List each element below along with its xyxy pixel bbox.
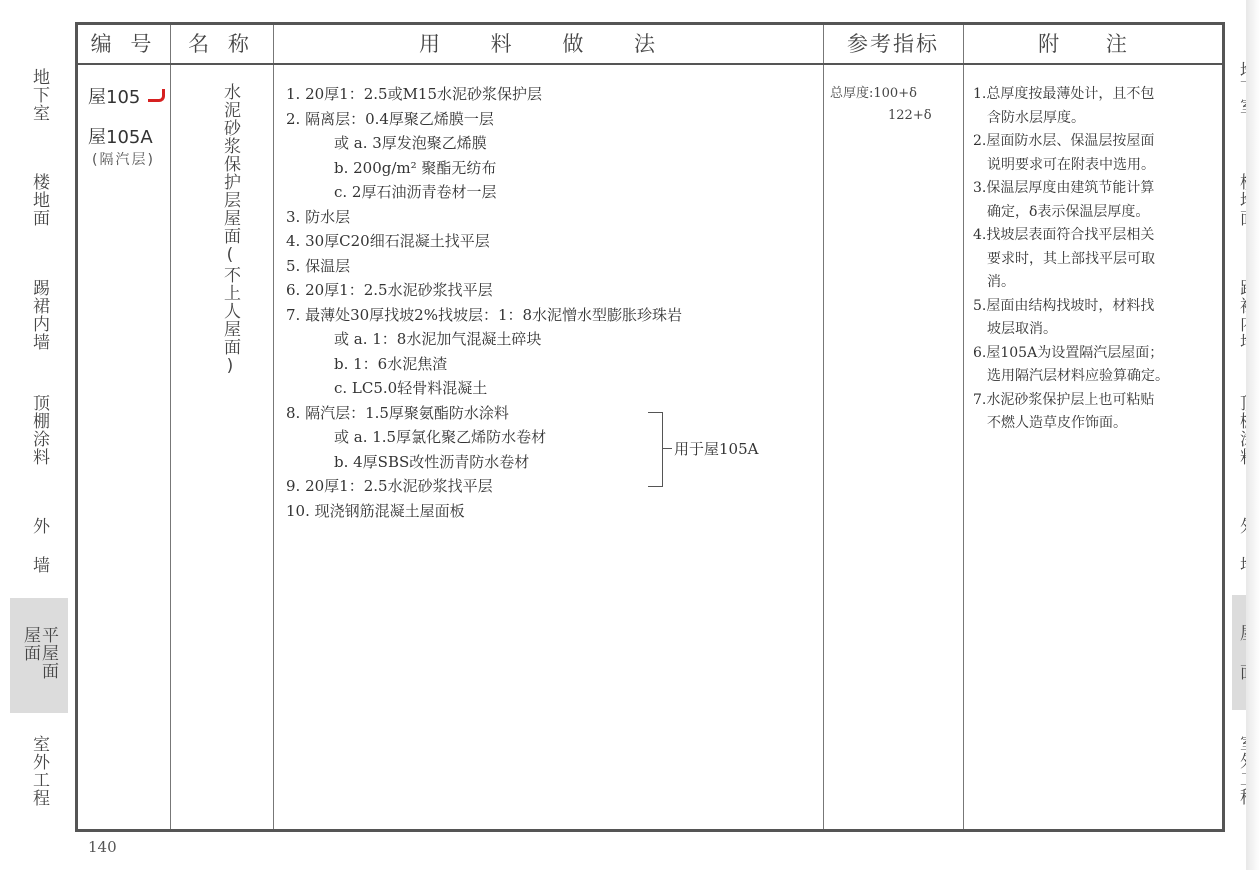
notes-cell	[973, 83, 1213, 436]
note-line: 含防水层厚度。	[987, 109, 1085, 126]
method-step: 3. 防水层	[286, 207, 351, 226]
code-main-text: 屋105	[88, 87, 141, 108]
method-step: 或 a. 1：8水泥加气混凝土碎块	[334, 330, 542, 348]
method-step: 5. 保温层	[286, 256, 351, 275]
left-index-item-ceiling[interactable]: 顶棚涂料	[29, 394, 49, 466]
method-step: 或 a. 1.5厚氯化聚乙烯防水卷材	[334, 428, 547, 446]
method-step: 6. 20厚1：2.5水泥砂浆找平层	[286, 281, 493, 299]
note-line: 选用隔汽层材料应验算确定。	[987, 368, 1169, 384]
header-code: 编 号	[90, 32, 158, 56]
col-divider	[273, 25, 274, 829]
header-method: 用 料 做 法	[418, 32, 678, 56]
header-name: 名 称	[188, 32, 255, 56]
note-line: 要求时，其上部找平层可取	[987, 250, 1155, 267]
note-line: 消。	[987, 274, 1015, 290]
code-cell	[88, 83, 173, 169]
note-line: 7.水泥砂浆保护层上也可粘贴	[973, 391, 1155, 408]
method-step: 7. 最薄处30厚找坡2%找坡层：1：8水泥憎水型膨胀珍珠岩	[286, 305, 683, 324]
note-line: 4.找坡层表面符合找平层相关	[973, 227, 1155, 243]
note-line: 3.保温层厚度由建筑节能计算	[973, 180, 1155, 196]
method-step: 9. 20厚1：2.5水泥砂浆找平层	[286, 477, 493, 495]
table-header	[78, 25, 1222, 65]
method-step: c. 2厚石油沥青卷材一层	[334, 183, 497, 201]
header-notes: 附 注	[1038, 32, 1147, 56]
name-cell: 水泥砂浆保护层屋面(不上人屋面)	[220, 83, 240, 377]
code-main	[88, 83, 140, 109]
method-step: c. LC5.0轻骨料混凝土	[334, 379, 488, 397]
method-step: 1. 20厚1：2.5或M15水泥砂浆保护层	[286, 85, 543, 103]
main-table	[75, 22, 1225, 832]
col-divider	[823, 25, 824, 829]
note-line: 1.总厚度按最薄处计，且不包	[973, 86, 1155, 102]
left-index-item-floor[interactable]: 楼地面	[29, 173, 49, 227]
bracket-label: 用于屋105A	[674, 440, 759, 458]
method-step: b. 200g/m² 聚酯无纺布	[334, 158, 497, 177]
bracket-tick	[662, 448, 672, 449]
left-index-item-roof[interactable]	[10, 598, 68, 713]
method-step: 2. 隔离层：0.4厚聚乙烯膜一层	[286, 109, 494, 128]
header-reference: 参考指标	[847, 32, 939, 56]
reference-line: 总厚度:100+δ	[830, 86, 917, 101]
reference-cell	[830, 83, 958, 127]
left-index-item-basement[interactable]: 地下室	[29, 68, 49, 122]
note-line: 不燃人造草皮作饰面。	[987, 415, 1127, 431]
code-note: (隔汽层)	[92, 152, 155, 168]
note-line: 说明要求可在附表中选用。	[987, 156, 1155, 173]
page-number: 140	[88, 838, 117, 856]
left-index-item-roof-label: 平屋面屋面	[20, 625, 58, 680]
note-line: 确定，δ表示保温层厚度。	[987, 203, 1150, 220]
col-divider	[963, 25, 964, 829]
method-step: 10. 现浇钢筋混凝土屋面板	[286, 501, 465, 520]
red-check-mark	[148, 89, 165, 102]
method-step: 8. 隔汽层：1.5厚聚氨酯防水涂料	[286, 403, 509, 422]
method-step: b. 1：6水泥焦渣	[334, 354, 448, 373]
code-alt: 屋105A	[88, 127, 153, 148]
method-step: 4. 30厚C20细石混凝土找平层	[286, 232, 490, 250]
note-line: 坡层取消。	[987, 321, 1057, 337]
note-line: 6.屋105A为设置隔汽层屋面；	[973, 344, 1164, 361]
left-index-item-outdoor[interactable]: 室外工程	[29, 734, 49, 807]
note-line: 2.屋面防水层、保温层按屋面	[973, 133, 1155, 149]
method-step: b. 4厚SBS改性沥青防水卷材	[334, 452, 530, 471]
reference-line: 122+δ	[888, 108, 932, 123]
method-step: 或 a. 3厚发泡聚乙烯膜	[334, 134, 487, 152]
book-spine-shadow	[1246, 0, 1260, 870]
left-index-item-skirting[interactable]: 踢裙内墙	[29, 279, 49, 351]
left-index-item-exterior-wall[interactable]: 外 墙	[29, 516, 49, 574]
note-line: 5.屋面由结构找坡时，材料找	[973, 297, 1155, 314]
vapor-layer-bracket	[648, 412, 663, 487]
